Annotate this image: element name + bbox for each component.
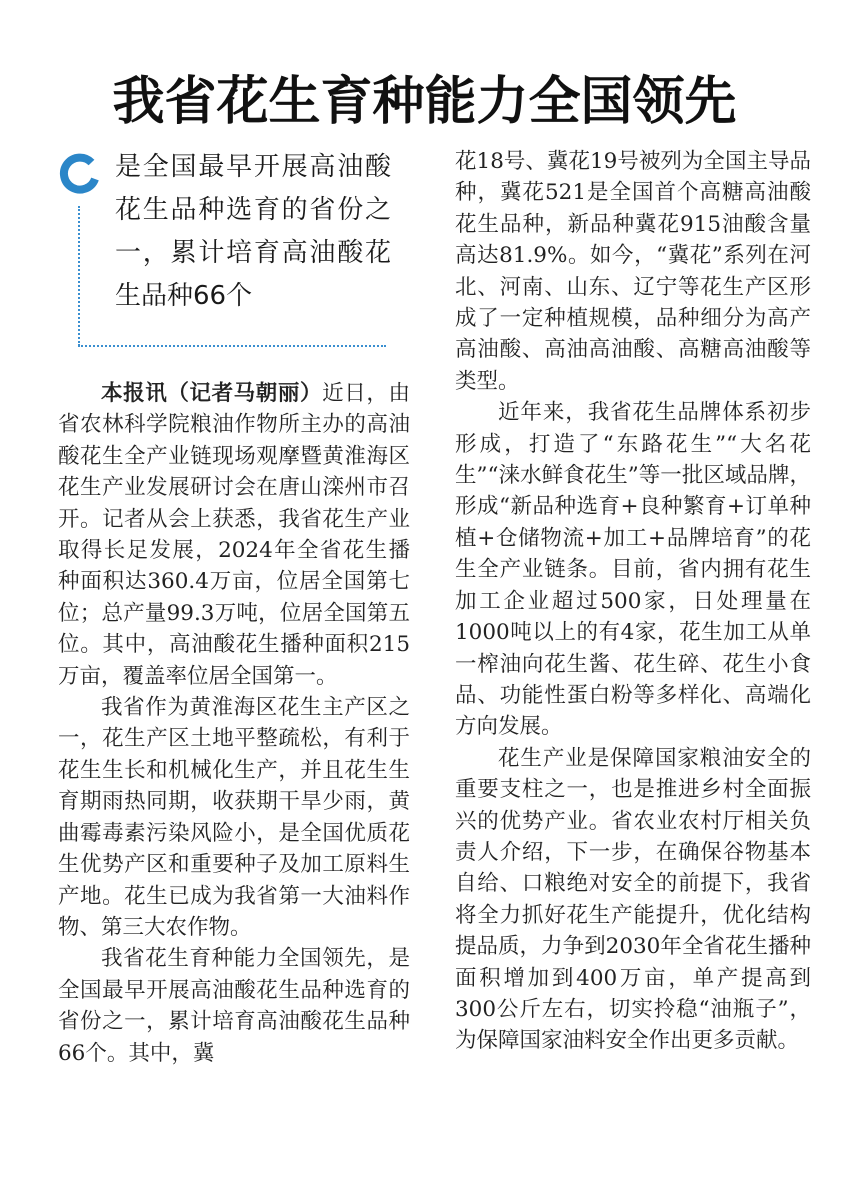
article-column-left bbox=[58, 378, 410, 1069]
article-column-right bbox=[455, 146, 811, 1057]
paragraph-1 bbox=[58, 378, 410, 692]
quote-ring-icon bbox=[56, 152, 102, 198]
pull-quote bbox=[56, 146, 391, 352]
pull-quote-vertical-rule bbox=[78, 206, 80, 346]
paragraph-3-end: 花18号、冀花19号被列为全国主导品种，冀花521是全国首个高糖高油酸花生品种，新品种冀花915油酸含量高达81.9%。如今，“冀花”系列在河北、河南、山东、辽宁等花生产区形成了一定种植规模，品种细分为高产高油酸、高油高油酸、高糖高油酸等类型。 bbox=[455, 149, 811, 394]
paragraph-3-start: 我省花生育种能力全国领先，是全国最早开展高油酸花生品种选育的省份之一，累计培育高油酸花生品种66个。其中，冀 bbox=[58, 946, 410, 1066]
paragraph-5: 花生产业是保障国家粮油安全的重要支柱之一，也是推进乡村全面振兴的优势产业。省农业农村厅相关负责人介绍，下一步，在确保谷物基本自给、口粮绝对安全的前提下，我省将全力抓好花生产能提升，优化结构提品质，力争到2030年全省花生播种面积增加到400万亩，单产提高到300公斤左右，切实拎稳“油瓶子”，为保障国家油料安全作出更多贡献。 bbox=[455, 745, 811, 1054]
paragraph-4: 近年来，我省花生品牌体系初步形成，打造了“东路花生”“大名花生”“涞水鲜食花生”等一批区域品牌，形成“新品种选育+良种繁育+订单种植+仓储物流+加工+品牌培育”的花生全产业链条。目前，省内拥有花生加工企业超过500家，日处理量在1000吨以上的有4家，花生加工从单一榨油向花生酱、花生碎、花生小食品、功能性蛋白粉等多样化、高端化方向发展。 bbox=[455, 400, 811, 740]
pull-quote-horizontal-rule bbox=[78, 345, 386, 347]
paragraph-1-text: 近日，由省农林科学院粮油作物所主办的高油酸花生全产业链现场观摩暨黄淮海区花生产业发展研讨会在唐山滦州市召开。记者从会上获悉，我省花生产业取得长足发展，2024年全省花生播种面积达360.4万亩，位居全国第七位；总产量99.3万吨，位居全国第五位。其中，高油酸花生播种面积215万亩，覆盖率位居全国第一。 bbox=[58, 381, 410, 689]
paragraph-2: 我省作为黄淮海区花生主产区之一，花生产区土地平整疏松，有利于花生生长和机械化生产，并且花生生育期雨热同期，收获期干旱少雨，黄曲霉毒素污染风险小，是全国优质花生优势产区和重要种子及加工原料生产地。花生已成为我省第一大油料作物、第三大农作物。 bbox=[58, 695, 410, 940]
byline: 本报讯（记者马朝丽） bbox=[101, 381, 323, 406]
pull-quote-text: 是全国最早开展高油酸花生品种选育的省份之一，累计培育高油酸花生品种66个 bbox=[115, 152, 391, 311]
article-headline: 我省花生育种能力全国领先 bbox=[112, 71, 737, 132]
